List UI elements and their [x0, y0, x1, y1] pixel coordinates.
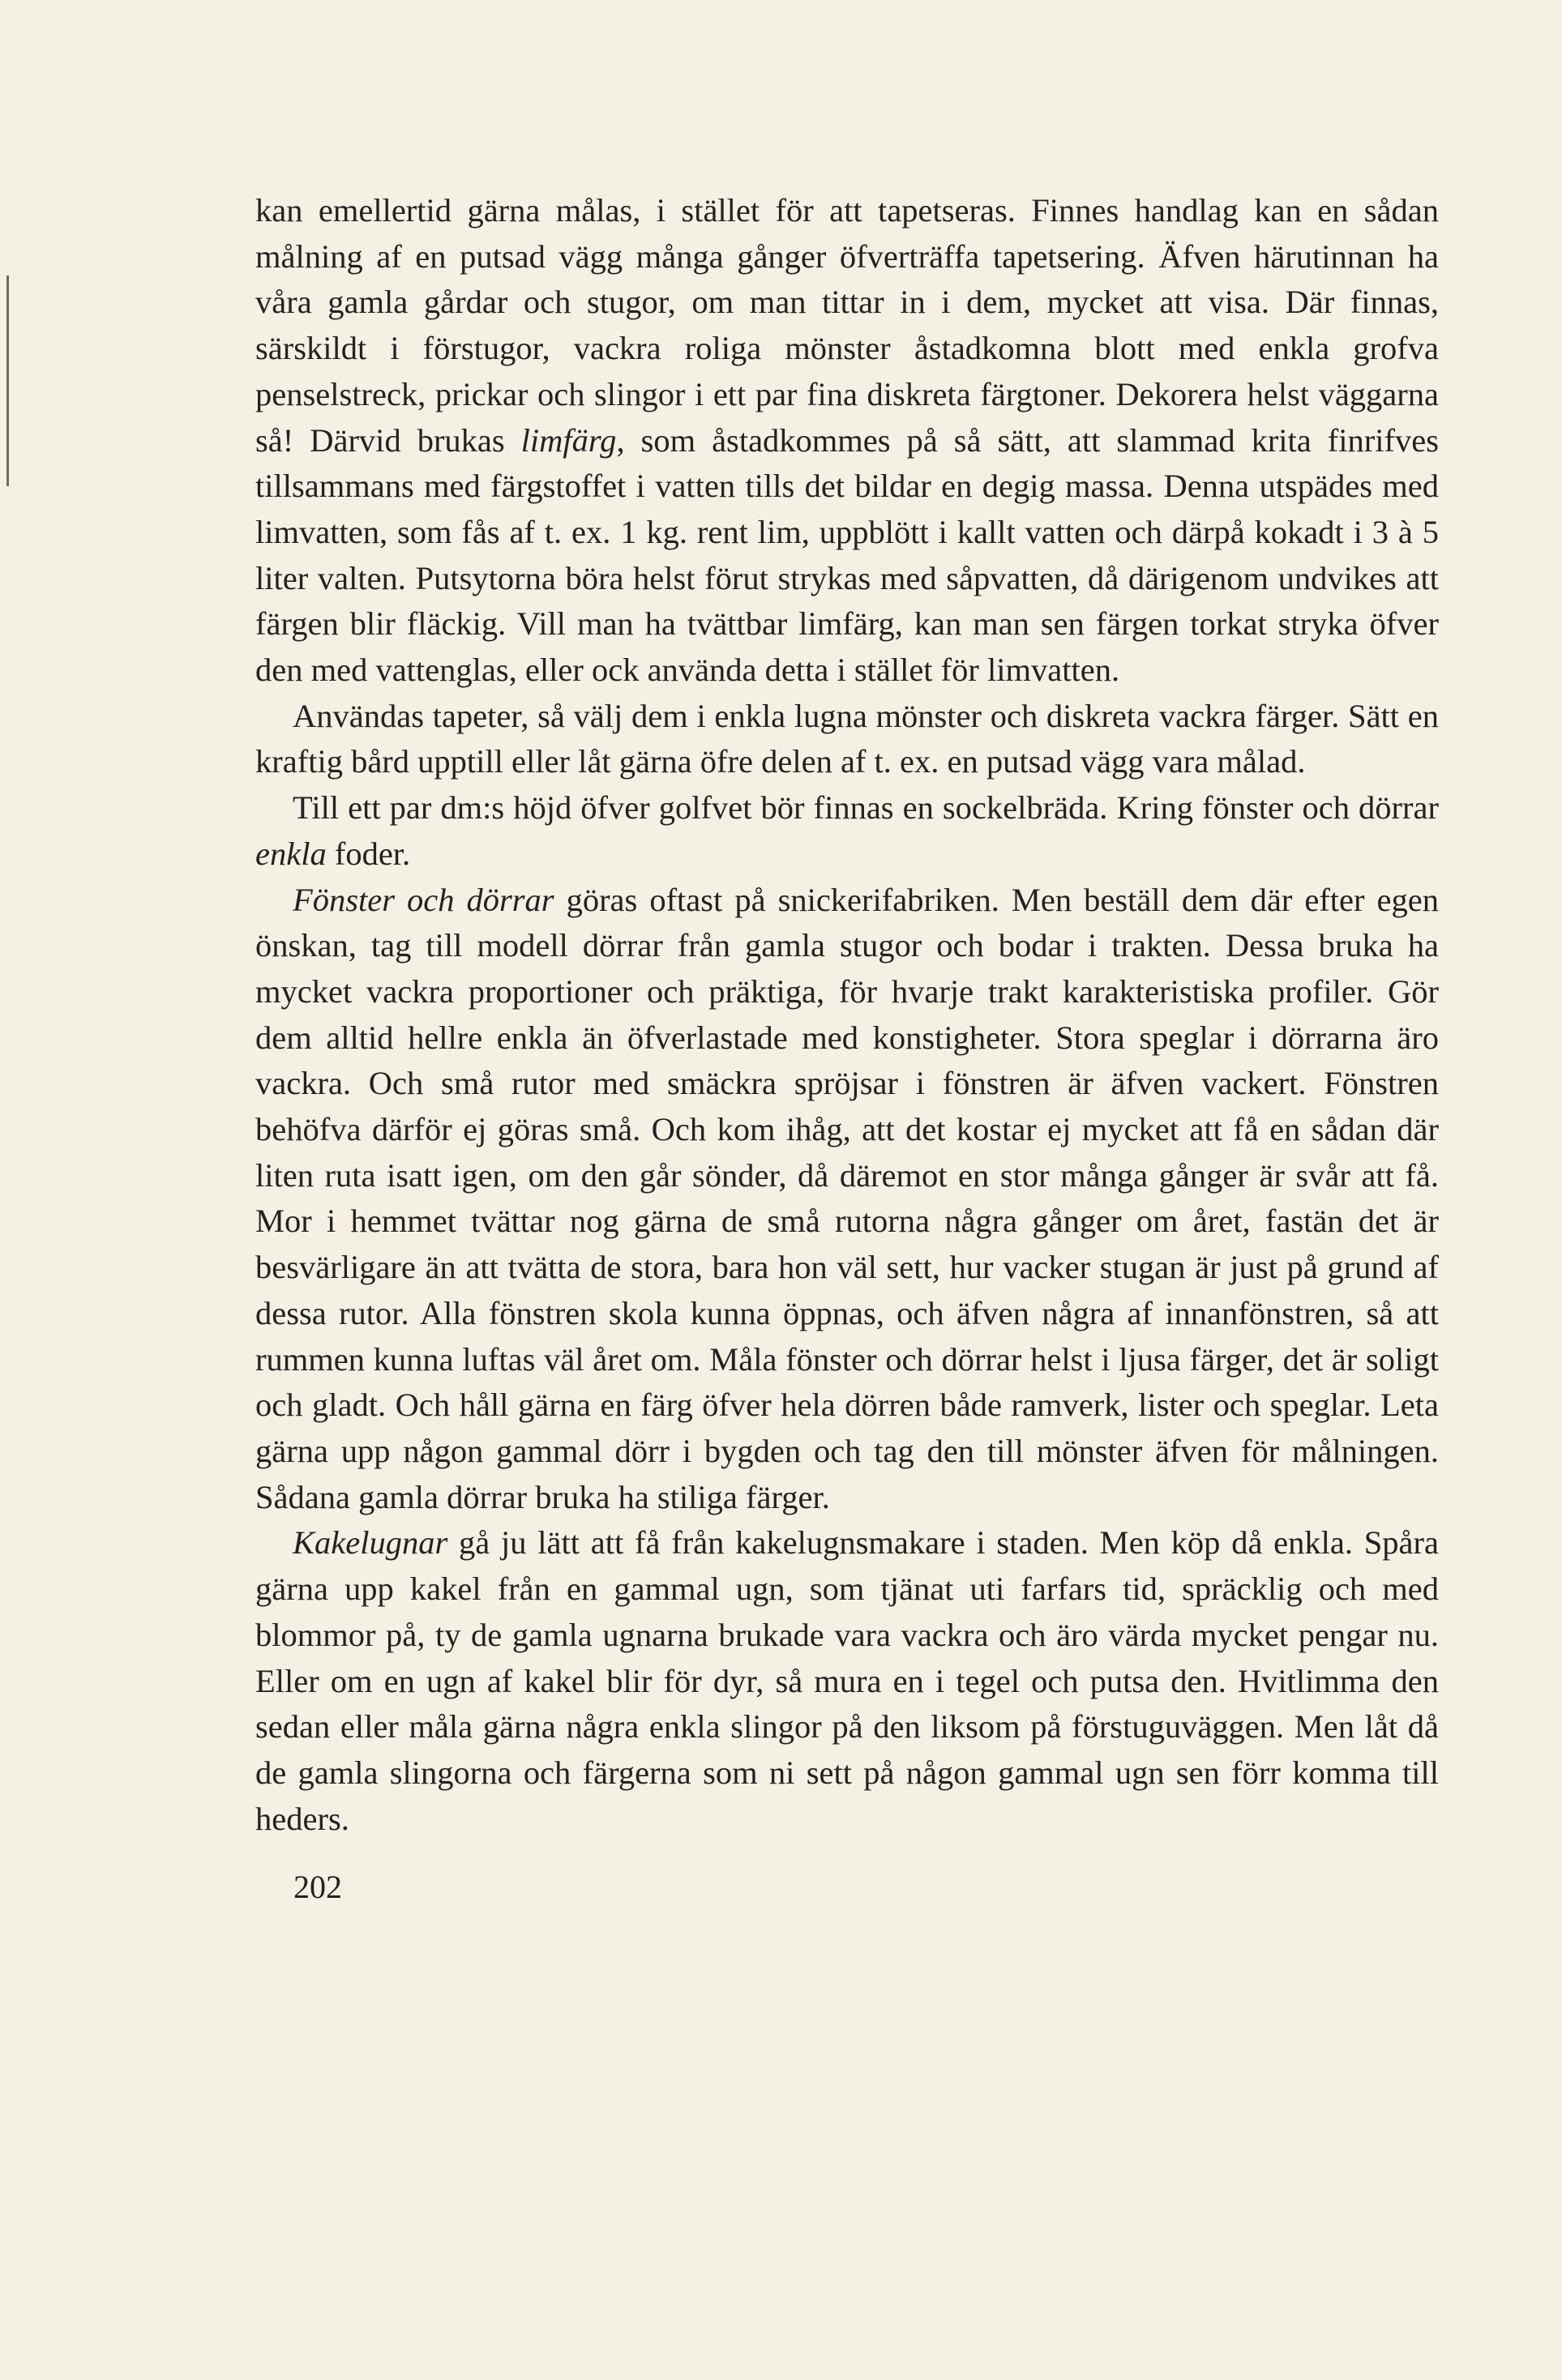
- italic-term: enkla: [255, 835, 327, 872]
- page-number: 202: [293, 1869, 342, 1906]
- paragraph: [255, 188, 1439, 694]
- paragraph: [255, 1520, 1439, 1842]
- text-run: Användas tapeter, så välj dem i enkla lugna mönster och diskreta vackra färger. Sätt en kraftig bård upptill eller låt gärna öfre delen af t. ex. en putsad vägg vara målad.: [255, 697, 1439, 780]
- text-run: Till ett par dm:s höjd öfver golfvet bör finnas en sockelbräda. Kring fönster och dörrar: [293, 789, 1439, 827]
- paragraph: [255, 694, 1439, 785]
- italic-term: limfärg: [520, 421, 617, 459]
- paragraph: [255, 878, 1439, 1521]
- text-run: göras oftast på snickerifabriken. Men beställ dem där efter egen önskan, tag till modell dörrar från gamla stugor och bodar i trakten. Dessa bruka ha mycket vackra proportioner och präktiga, för hvarje trakt karakteristiska profiler. Gör dem alltid hellre enkla än öfverlastade med konstigheter. Stora speglar i dörrarna äro vackra. Och små rutor med smäckra spröjsar i fönstren är äfven vackert. Fönstren behöfva därför ej göras små. Och kom ihåg, att det kostar ej mycket att få en sådan där liten ruta isatt igen, om den går sönder, då däremot en stor många gånger är svår att få. Mor i hemmet tvättar nog gärna de små rutorna några gånger om året, fastän det är besvärligare än att tvätta de stora, bara hon väl sett, hur vacker stugan är just på grund af dessa rutor. Alla fönstren skola kunna öppnas, och äfven några af innanfönstren, så att rummen kunna luftas väl året om. Måla fönster och dörrar helst i ljusa färger, det är soligt och gladt. Och håll gärna en färg öfver hela dörren både ramverk, lister och speglar. Leta gärna upp någon gammal dörr i bygden och tag den till mönster äfven för målningen. Sådana gamla dörrar bruka ha stiliga färger.: [255, 881, 1439, 1515]
- text-run: kan emellertid gärna målas, i stället för att tapetseras. Finnes handlag kan en sådan målning af en putsad vägg många gånger öfverträffa tapetsering. Äfven härutinnan ha våra gamla gårdar och stugor, om man tittar in i dem, mycket att visa. Där finnas, särskildt i förstugor, vackra roliga mönster åstadkomna blott med enkla grofva penselstreck, prickar och slingor i ett par fina diskreta färgtoner. Dekorera helst väggarna så! Därvid brukas: [255, 192, 1439, 459]
- text-run: , som åstadkommes på så sätt, att slammad krita finrifves tillsammans med färgstoffet i vatten tills det bildar en degig massa. Denna utspädes med limvatten, som fås af t. ex. 1 kg. rent lim, uppblött i kallt vatten och därpå kokadt i 3 à 5 liter valten. Putsytorna böra helst förut strykas med såpvatten, då därigenom undvikes att färgen blir fläckig. Vill man ha tvättbar limfärg, kan man sen färgen torkat stryka öfver den med vattenglas, eller ock använda detta i stället för limvatten.: [255, 421, 1439, 689]
- text-run: foder.: [326, 835, 411, 872]
- page-edge-mark: [6, 276, 9, 486]
- italic-term: Fönster och dörrar: [293, 881, 554, 918]
- body-text: [255, 188, 1439, 1907]
- italic-term: Kakelugnar: [293, 1524, 448, 1562]
- paragraph: [255, 785, 1439, 877]
- text-run: gå ju lätt att få från kakelugnsmakare i staden. Men köp då enkla. Spåra gärna upp kakel från en gammal ugn, som tjänat uti farfars tid, spräcklig och med blommor på, ty de gamla ugnarna brukade vara vackra och äro värda mycket pengar nu. Eller om en ugn af kakel blir för dyr, så mura en i tegel och putsa den. Hvitlimma den sedan eller måla gärna några enkla slingor på den liksom på förstuguväggen. Men låt då de gamla slingorna och färgerna som ni sett på någon gammal ugn sen förr komma till heders.: [255, 1524, 1439, 1837]
